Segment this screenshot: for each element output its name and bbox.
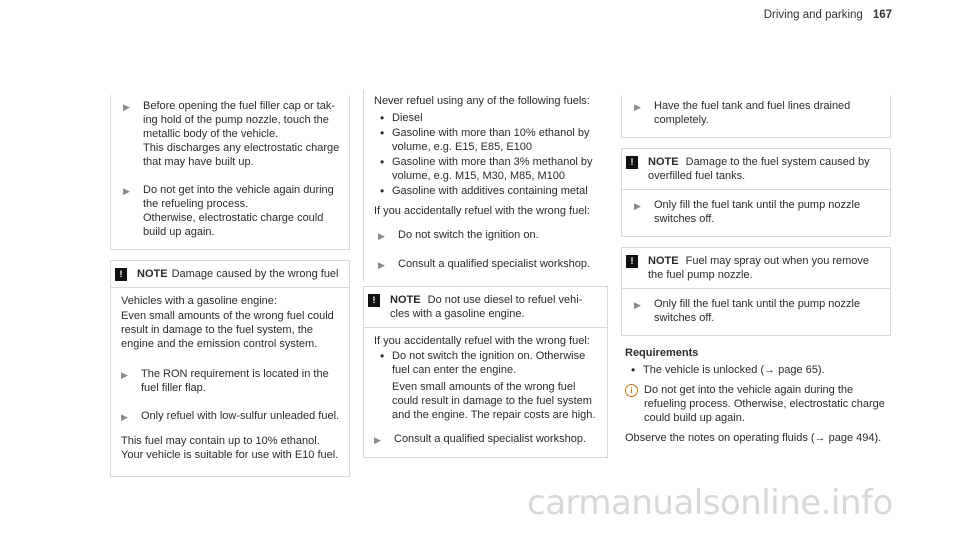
step-arrow-icon: ▶	[121, 370, 128, 380]
column-1	[110, 95, 350, 477]
paragraph: This fuel may contain up to 10% ethanol. Your vehicle is suitable for use with E10 fuel.	[121, 435, 339, 461]
list-item: • Gasoline with more than 10% ethanol by volume, e.g. E15, E85, E100	[374, 126, 602, 154]
step-arrow-icon: ▶	[634, 300, 641, 310]
note-text: Damage caused by the wrong fuel	[171, 268, 339, 280]
instruction-box	[621, 95, 891, 138]
step-text: Consult a qualified specialist workshop.	[398, 258, 590, 270]
note-box	[621, 148, 891, 237]
list-item: • The vehicle is unlocked (→ page 65).	[625, 363, 891, 377]
warning-icon: !	[626, 255, 638, 268]
list-item: • Gasoline with additives containing metal	[374, 184, 602, 198]
step-item	[622, 289, 890, 335]
paragraph: Observe the notes on operating fluids (→ page 494).	[625, 432, 882, 444]
warning-icon: !	[626, 156, 638, 169]
note-label: NOTE	[137, 268, 168, 280]
step-arrow-icon: ▶	[121, 412, 128, 422]
list-item: • Gasoline with more than 3% methanol by volume, e.g. M15, M30, M85, M100	[374, 155, 602, 183]
requirements-heading: Requirements	[625, 347, 699, 359]
warning-icon: !	[368, 294, 380, 307]
step-arrow-icon: ▶	[123, 102, 130, 112]
list-item: • Do not switch the ignition on. Otherwise fuel can enter the engine. Even small amounts of the wrong fuel could result in damage to the fuel system and the engine. The repair costs are high.	[374, 349, 601, 422]
step-item	[111, 405, 349, 434]
note-label: NOTE	[648, 255, 679, 267]
paragraph: Vehicles with a gasoline engine:	[121, 295, 277, 307]
note-box	[363, 286, 608, 458]
list-item: • Diesel	[374, 111, 602, 125]
step-arrow-icon: ▶	[378, 260, 385, 270]
step-text: Before opening the fuel filler cap or tak- ing hold of the pump nozzle, touch the metallic body of the vehicle.	[143, 100, 336, 140]
step-item	[374, 224, 602, 253]
step-text: The RON requirement is located in the fuel filler flap.	[141, 368, 329, 394]
step-arrow-icon: ▶	[378, 231, 385, 241]
step-arrow-icon: ▶	[374, 435, 381, 445]
note-box	[110, 260, 350, 477]
note-label: NOTE	[390, 294, 421, 306]
step-text: Have the fuel tank and fuel lines drained completely.	[654, 100, 851, 126]
step-text: Do not get into the vehicle again during the refueling process.	[143, 184, 334, 210]
paragraph: If you accidentally refuel with the wrong fuel:	[374, 335, 590, 347]
requirements-section	[621, 336, 891, 445]
note-text: Damage to the fuel system caused by overfilled fuel tanks.	[648, 156, 870, 182]
step-text: Consult a qualified specialist workshop.	[394, 433, 586, 445]
step-item	[111, 363, 349, 405]
step-item	[622, 190, 890, 236]
step-arrow-icon: ▶	[634, 201, 641, 211]
note-text: Do not use diesel to refuel vehi- cles with a gasoline engine.	[390, 294, 583, 320]
step-item	[374, 253, 602, 282]
column-3	[621, 95, 891, 451]
note-label: NOTE	[648, 156, 679, 168]
note-box	[621, 247, 891, 336]
page-header	[764, 8, 892, 22]
step-text-secondary: Otherwise, electrostatic charge could build up again.	[143, 212, 324, 238]
step-arrow-icon: ▶	[634, 102, 641, 112]
step-item	[111, 95, 349, 179]
step-text: Do not switch the ignition on.	[398, 229, 539, 241]
info-icon: i	[625, 384, 638, 397]
column-2	[363, 90, 608, 458]
paragraph: Even small amounts of the wrong fuel could result in damage to the fuel system, the engine and the emission control system.	[121, 310, 334, 350]
step-item	[111, 179, 349, 249]
warning-icon: !	[115, 268, 127, 281]
step-text-secondary: This discharges any electrostatic charge that may have built up.	[143, 142, 340, 168]
paragraph: Never refuel using any of the following fuels:	[374, 95, 590, 107]
step-text: Only fill the fuel tank until the pump nozzle switches off.	[654, 199, 861, 225]
step-item	[622, 95, 890, 137]
watermark: carmanualsonline.info	[527, 483, 893, 523]
page-number: 167	[872, 9, 892, 21]
step-text: Only fill the fuel tank until the pump nozzle switches off.	[654, 298, 861, 324]
wrong-fuel-list	[374, 349, 601, 422]
step-text: Only refuel with low-sulfur unleaded fuel.	[141, 410, 340, 422]
info-block	[625, 383, 891, 425]
step-arrow-icon: ▶	[123, 186, 130, 196]
paragraph: If you accidentally refuel with the wrong fuel:	[374, 205, 590, 217]
section-title: Driving and parking	[763, 9, 863, 21]
instruction-box-1	[110, 95, 350, 250]
info-text: Do not get into the vehicle again during the refueling process. Otherwise, electrostatic charge could build up again.	[644, 384, 885, 424]
step-item	[364, 428, 607, 457]
fuel-list	[374, 111, 602, 198]
note-text: Fuel may spray out when you remove the fuel pump nozzle.	[648, 255, 870, 281]
